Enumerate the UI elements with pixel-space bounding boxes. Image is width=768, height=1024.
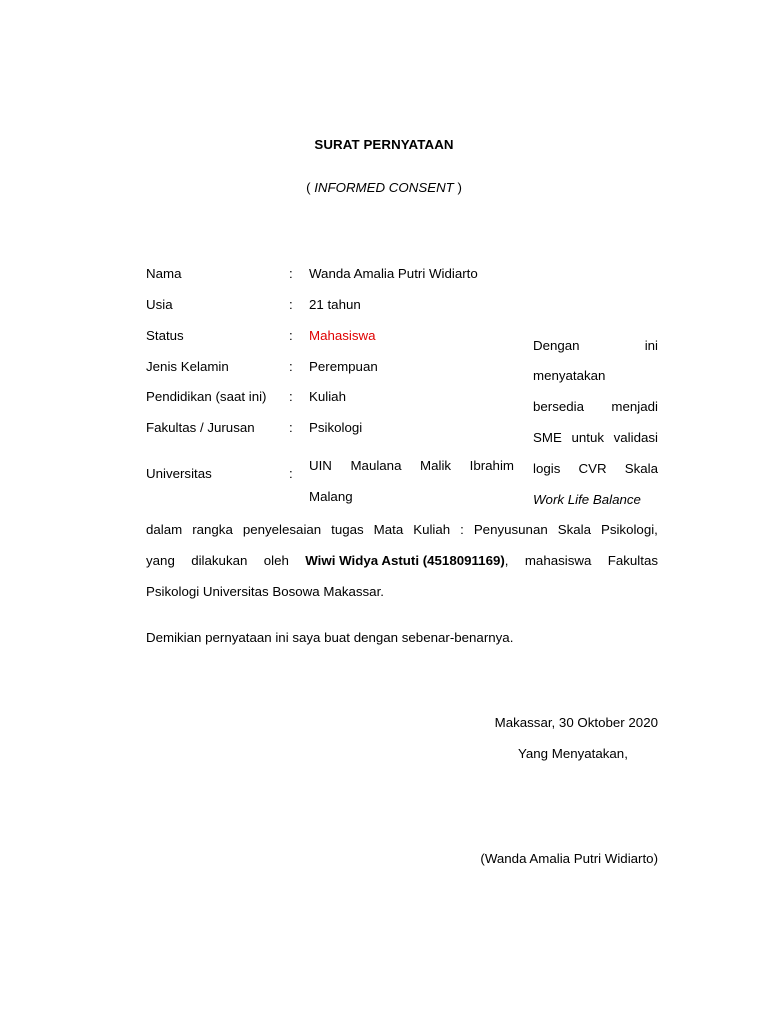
field-colon-fakultas: :: [289, 420, 293, 435]
word: Penyusunan: [473, 522, 548, 537]
side-text-line-4: [533, 430, 658, 445]
subtitle-open: (: [306, 180, 315, 195]
word: Skala: [624, 461, 658, 476]
word: bersedia: [533, 399, 585, 414]
word: tugas: [331, 522, 364, 537]
word: oleh: [263, 553, 289, 568]
researcher-name: [305, 545, 508, 576]
document-subtitle: [0, 180, 768, 195]
word: UIN: [309, 458, 332, 473]
word: Fakultas: [607, 553, 658, 568]
side-text-line-3: [533, 399, 658, 414]
field-value-status: Mahasiswa: [309, 328, 376, 343]
word: mahasiswa: [524, 553, 592, 568]
word: dalam: [146, 522, 183, 537]
field-value-fakultas: Psikologi: [309, 420, 363, 435]
word: Maulana: [350, 458, 402, 473]
side-text-line-1: [533, 338, 658, 353]
side-text-line-6: Work Life Balance: [533, 492, 641, 507]
comma: ,: [504, 553, 509, 568]
universitas-line-2: Malang: [309, 489, 353, 504]
word: rangka: [192, 522, 233, 537]
closing-statement: Demikian pernyataan ini saya buat dengan sebenar-benarnya.: [146, 630, 514, 645]
body-line-1: [146, 514, 658, 545]
field-label-nama: Nama: [146, 266, 182, 281]
word: Skala: [557, 522, 591, 537]
word: Ibrahim: [469, 458, 514, 473]
word: validasi: [613, 430, 658, 445]
field-label-usia: Usia: [146, 297, 173, 312]
researcher-name-bold: Wiwi Widya Astuti (4518091169): [305, 553, 505, 568]
field-colon-universitas: :: [289, 466, 293, 481]
word: menjadi: [611, 399, 658, 414]
field-value-pendidikan: Kuliah: [309, 389, 346, 404]
word: Malik: [420, 458, 452, 473]
word: yang: [146, 553, 175, 568]
side-text-line-2: menyatakan: [533, 368, 606, 383]
side-text-line-5: [533, 461, 658, 476]
word: Dengan: [533, 338, 580, 353]
body-line-2: [146, 545, 658, 576]
word: CVR: [578, 461, 607, 476]
place-date: Makassar, 30 Oktober 2020: [494, 715, 658, 730]
field-value-nama: Wanda Amalia Putri Widiarto: [309, 266, 478, 281]
word: Kuliah: [413, 522, 451, 537]
word: penyelesaian: [242, 522, 322, 537]
field-colon-usia: :: [289, 297, 293, 312]
field-label-fakultas: Fakultas / Jurusan: [146, 420, 255, 435]
field-colon-jenis-kelamin: :: [289, 359, 293, 374]
word: untuk: [571, 430, 604, 445]
field-label-universitas: Universitas: [146, 466, 212, 481]
word: dilakukan: [191, 553, 248, 568]
field-label-status: Status: [146, 328, 184, 343]
field-value-usia: 21 tahun: [309, 297, 361, 312]
field-value-universitas: [309, 450, 514, 512]
field-label-jenis-kelamin: Jenis Kelamin: [146, 359, 229, 374]
word: Psikologi,: [600, 522, 658, 537]
word: :: [460, 522, 464, 537]
body-paragraph: [146, 514, 658, 607]
field-value-jenis-kelamin: Perempuan: [309, 359, 378, 374]
declarer-label: Yang Menyatakan,: [518, 746, 628, 761]
field-colon-nama: :: [289, 266, 293, 281]
word: Mata: [373, 522, 404, 537]
field-label-pendidikan: Pendidikan (saat ini): [146, 389, 267, 404]
subtitle-italic: INFORMED CONSENT: [314, 180, 454, 195]
document-title: SURAT PERNYATAAN: [314, 137, 454, 152]
subtitle-close: ): [453, 180, 462, 195]
word: ini: [644, 338, 658, 353]
word: SME: [533, 430, 562, 445]
body-line-3: Psikologi Universitas Bosowa Makassar.: [146, 584, 384, 599]
word: logis: [533, 461, 561, 476]
field-colon-pendidikan: :: [289, 389, 293, 404]
field-colon-status: :: [289, 328, 293, 343]
universitas-line-1: [309, 450, 514, 481]
signatory-name: (Wanda Amalia Putri Widiarto): [480, 851, 658, 866]
